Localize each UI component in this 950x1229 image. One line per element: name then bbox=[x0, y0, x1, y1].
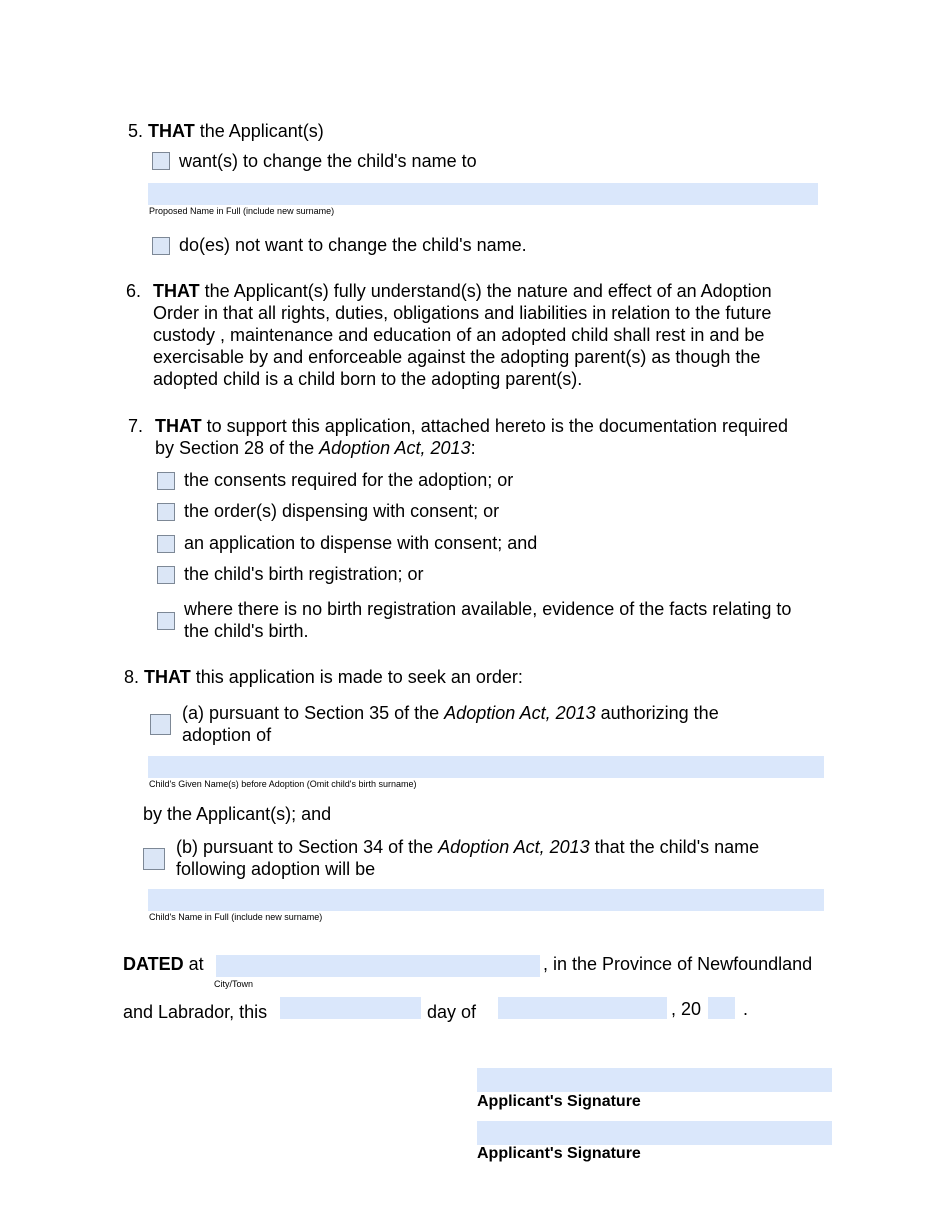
no-birth-registration-label: where there is no birth registration available, evidence of the facts relating to the child's birth. bbox=[184, 599, 792, 641]
change-name-checkbox[interactable] bbox=[152, 152, 170, 170]
city-town-caption: City/Town bbox=[214, 979, 254, 989]
applicant-signature-field-2[interactable] bbox=[477, 1121, 832, 1145]
year-prefix-text: , 20 bbox=[671, 999, 702, 1019]
applicant-signature-label-1: Applicant's Signature bbox=[477, 1093, 641, 1110]
no-name-change-label: do(es) not want to change the child's name. bbox=[179, 235, 527, 255]
adoption-order-label: (a) pursuant to Section 35 of the Adoption Act, 2013 authorizing the adoption of bbox=[182, 703, 719, 745]
province-text: , in the Province of Newfoundland bbox=[543, 954, 813, 974]
dispensing-order-checkbox[interactable] bbox=[157, 503, 175, 521]
adoption-order-checkbox[interactable] bbox=[150, 714, 171, 735]
dated-at-text: DATED at bbox=[123, 954, 204, 974]
section-6-text: THAT the Applicant(s) fully understand(s) the nature and effect of an Adoption Order in that all rights, duties, obligations and liabilities in relation to the future custody , maintenance and education of an adopted child shall rest in and be exercisable by and enforceable against the adopting parent(s) as though the adopted child is a child born to the adopting parent(s). bbox=[153, 281, 772, 389]
birth-registration-checkbox[interactable] bbox=[157, 566, 175, 584]
name-order-label: (b) pursuant to Section 34 of the Adoption Act, 2013 that the child's name following adoption will be bbox=[176, 837, 760, 879]
section-6-number: 6. bbox=[126, 281, 142, 301]
dispensing-order-label: the order(s) dispensing with consent; or bbox=[184, 501, 500, 521]
change-name-label: want(s) to change the child's name to bbox=[179, 151, 477, 171]
dispense-application-checkbox[interactable] bbox=[157, 535, 175, 553]
section-7-line2: by Section 28 of the Adoption Act, 2013: bbox=[155, 438, 476, 458]
section-8-heading: 8. THAT this application is made to seek an order: bbox=[124, 667, 523, 687]
applicant-signature-field-1[interactable] bbox=[477, 1068, 832, 1092]
day-of-text: day of bbox=[427, 1002, 477, 1022]
year-field[interactable] bbox=[708, 997, 735, 1019]
month-field[interactable] bbox=[498, 997, 667, 1019]
labrador-text: and Labrador, this bbox=[123, 1002, 268, 1022]
day-field[interactable] bbox=[280, 997, 421, 1019]
no-name-change-checkbox[interactable] bbox=[152, 237, 170, 255]
section-7-number: 7. bbox=[128, 416, 144, 436]
no-birth-registration-checkbox[interactable] bbox=[157, 612, 175, 630]
period-text: . bbox=[743, 999, 749, 1019]
birth-registration-label: the child's birth registration; or bbox=[184, 564, 424, 584]
by-applicants-text: by the Applicant(s); and bbox=[143, 804, 332, 824]
consents-checkbox[interactable] bbox=[157, 472, 175, 490]
child-new-name-field[interactable] bbox=[148, 889, 824, 911]
child-given-names-caption: Child's Given Name(s) before Adoption (Omit child's birth surname) bbox=[149, 779, 417, 789]
proposed-name-field[interactable] bbox=[148, 183, 818, 205]
section-5-heading: 5. THAT the Applicant(s) bbox=[128, 121, 324, 141]
section-7-line1: THAT to support this application, attached hereto is the documentation required bbox=[155, 416, 789, 436]
applicant-signature-label-2: Applicant's Signature bbox=[477, 1145, 641, 1162]
proposed-name-caption: Proposed Name in Full (include new surname) bbox=[149, 206, 335, 216]
city-town-field[interactable] bbox=[216, 955, 540, 977]
consents-label: the consents required for the adoption; or bbox=[184, 470, 514, 490]
dispense-application-label: an application to dispense with consent; and bbox=[184, 533, 538, 553]
name-order-checkbox[interactable] bbox=[143, 848, 165, 870]
child-new-name-caption: Child's Name in Full (include new surname) bbox=[149, 912, 323, 922]
child-given-names-field[interactable] bbox=[148, 756, 824, 778]
